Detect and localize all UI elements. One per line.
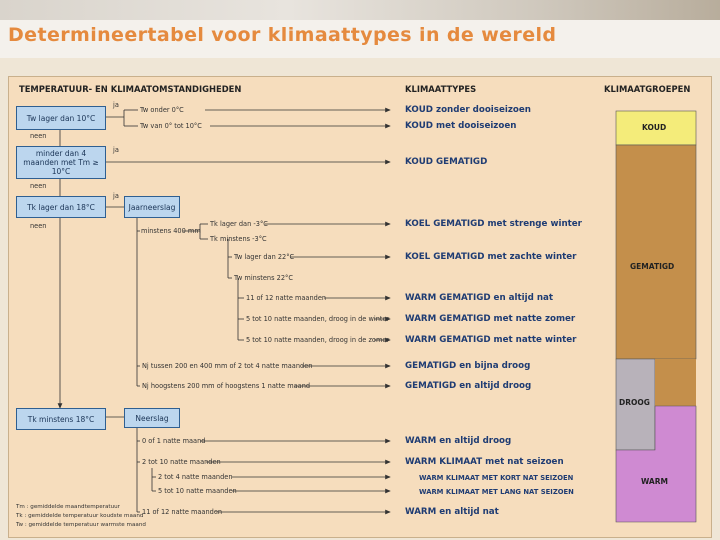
cond-tk-below-m3: Tk lager dan -3°C xyxy=(210,220,268,228)
box-tk-below-18: Tk lager dan 18°C xyxy=(16,196,106,218)
result-warm-klimaat-nat-seizoen: WARM KLIMAAT met nat seizoen xyxy=(405,457,564,467)
legend-tm: Tm : gemiddelde maandtemperatuur xyxy=(16,504,120,510)
result-warm-altijd-droog: WARM en altijd droog xyxy=(405,436,512,446)
result-warm-gematigd-altijd-nat: WARM GEMATIGD en altijd nat xyxy=(405,293,554,303)
cond-wet-2-4: 2 tot 4 natte maanden xyxy=(158,473,233,481)
climate-group-column xyxy=(616,111,696,522)
cond-tk-min-m3: Tk minstens -3°C xyxy=(210,235,267,243)
cond-tw-below-22: Tw lager dan 22°C xyxy=(234,253,295,261)
result-koel-gematigd-strenge-winter: KOEL GEMATIGD met strenge winter xyxy=(405,219,582,229)
box-jaarneerslag: Jaarneerslag xyxy=(124,196,180,218)
group-label-gematigd: GEMATIGD xyxy=(630,262,675,271)
box-less-4-months: minder dan 4 maanden met Tm ≥ 10°C xyxy=(16,146,106,179)
legend-tw: Tw : gemiddelde temperatuur warmste maand xyxy=(16,522,146,528)
cond-tw-min-22: Tw minstens 22°C xyxy=(234,274,293,282)
cond-tw-below-0: Tw onder 0°C xyxy=(140,106,184,114)
result-koel-gematigd-zachte-winter: KOEL GEMATIGD met zachte winter xyxy=(405,252,577,262)
header-climate-groups: KLIMAATGROEPEN xyxy=(604,84,691,94)
cond-tw-0-10: Tw van 0° tot 10°C xyxy=(140,122,202,130)
header-conditions: TEMPERATUUR- EN KLIMAATOMSTANDIGHEDEN xyxy=(19,84,242,94)
branch-ja: ja xyxy=(113,146,119,154)
result-warm-altijd-nat: WARM en altijd nat xyxy=(405,507,499,517)
group-gematigd-block xyxy=(616,145,696,359)
box-tk-min-18: Tk minstens 18°C xyxy=(16,408,106,430)
branch-neen: neen xyxy=(30,182,47,190)
box-tw-below-10: Tw lager dan 10°C xyxy=(16,106,106,130)
page-title: Determineertabel voor klimaattypes in de wereld xyxy=(8,24,557,46)
branch-ja: ja xyxy=(113,192,119,200)
cond-wet-5-10-summer: 5 tot 10 natte maanden, droog in de zomer xyxy=(246,336,390,344)
group-label-warm: WARM xyxy=(641,477,668,486)
result-warm-kort-nat-seizoen: WARM KLIMAAT MET KORT NAT SEIZOEN xyxy=(419,474,574,482)
result-warm-gematigd-natte-winter: WARM GEMATIGD met natte winter xyxy=(405,335,577,345)
branch-neen: neen xyxy=(30,132,47,140)
result-koud-zonder-dooiseizoen: KOUD zonder dooiseizoen xyxy=(405,105,531,115)
cond-wet-5-10: 5 tot 10 natte maanden xyxy=(158,487,237,495)
result-koud-met-dooiseizoen: KOUD met dooiseizoen xyxy=(405,121,517,131)
branch-ja: ja xyxy=(113,101,119,109)
header-climate-types: KLIMAATTYPES xyxy=(405,84,477,94)
group-label-koud: KOUD xyxy=(642,123,667,132)
result-warm-lang-nat-seizoen: WARM KLIMAAT MET LANG NAT SEIZOEN xyxy=(419,488,574,496)
cond-n-max-200: Nj hoogstens 200 mm of hoogstens 1 natte maand xyxy=(142,382,311,390)
cond-min-400: minstens 400 mm xyxy=(141,227,201,235)
branch-neen: neen xyxy=(30,222,47,230)
result-koud-gematigd: KOUD GEMATIGD xyxy=(405,157,488,167)
cond-n-200-400: Nj tussen 200 en 400 mm of 2 tot 4 natte maanden xyxy=(142,362,313,370)
result-gematigd-bijna-droog: GEMATIGD en bijna droog xyxy=(405,361,531,371)
group-label-droog: DROOG xyxy=(619,398,650,407)
cond-wet-11-12-warm: 11 of 12 natte maanden xyxy=(142,508,223,516)
cond-wet-11-12: 11 of 12 natte maanden xyxy=(246,294,327,302)
cond-wet-0-1: 0 of 1 natte maand xyxy=(142,437,206,445)
result-gematigd-altijd-droog: GEMATIGD en altijd droog xyxy=(405,381,532,391)
group-gematigd-lower xyxy=(655,359,696,406)
cond-wet-5-10-winter: 5 tot 10 natte maanden, droog in de winter xyxy=(246,315,390,323)
result-warm-gematigd-natte-zomer: WARM GEMATIGD met natte zomer xyxy=(405,314,576,324)
cond-wet-2-10: 2 tot 10 natte maanden xyxy=(142,458,221,466)
box-neerslag: Neerslag xyxy=(124,408,180,428)
legend-tk: Tk : gemiddelde temperatuur koudste maand xyxy=(16,513,144,519)
